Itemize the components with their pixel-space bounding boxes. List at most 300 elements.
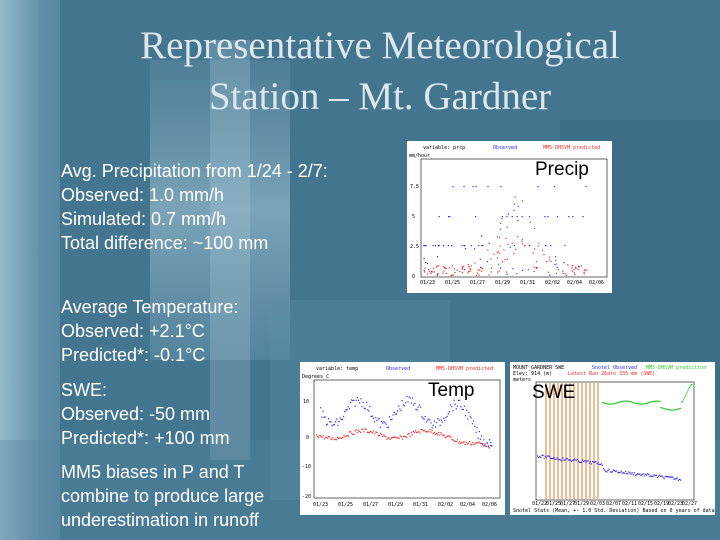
precip-predicted-point bbox=[522, 243, 523, 244]
temp-predicted-point bbox=[479, 442, 480, 443]
precip-predicted-point bbox=[499, 237, 500, 238]
swe-observed-point bbox=[640, 475, 641, 476]
temp-y-tick: 10 bbox=[303, 399, 310, 405]
precip-observed-point bbox=[578, 266, 579, 267]
swe-observed-point bbox=[615, 471, 616, 472]
precip-predicted-point bbox=[493, 254, 494, 255]
temp-predicted-point bbox=[375, 432, 376, 433]
temp-observed-point bbox=[333, 424, 334, 425]
swe-observed-point bbox=[602, 465, 603, 466]
swe-x-tick: 01/27 bbox=[560, 501, 576, 507]
precip-predicted-point bbox=[467, 272, 468, 273]
precip-predicted-point bbox=[555, 260, 556, 261]
swe-observed-point bbox=[610, 471, 611, 472]
temperature-observed: Observed: +2.1°C bbox=[61, 321, 205, 341]
temp-predicted-point bbox=[329, 436, 330, 437]
precip-predicted-point bbox=[578, 269, 579, 270]
precip-observed-point bbox=[475, 216, 476, 217]
swe-observed-point bbox=[550, 458, 551, 459]
precip-observed-point bbox=[550, 245, 551, 246]
precip-predicted-point bbox=[491, 271, 492, 272]
precip-predicted-point bbox=[516, 273, 517, 274]
swe-observed-point bbox=[662, 477, 663, 478]
swe-observed-point bbox=[584, 460, 585, 461]
precip-observed-point bbox=[518, 206, 519, 207]
precip-observed-point bbox=[480, 267, 481, 268]
swe-x-tick: 02/07 bbox=[606, 501, 622, 507]
precip-observed-point bbox=[449, 216, 450, 217]
temp-predicted-point bbox=[489, 447, 490, 448]
swe-observed-point bbox=[669, 476, 670, 477]
temp-predicted-point bbox=[414, 432, 415, 433]
temp-predicted-point bbox=[338, 438, 339, 439]
temp-observed-point bbox=[490, 442, 491, 443]
temp-predicted-point bbox=[455, 441, 456, 442]
temp-observed-point bbox=[489, 439, 490, 440]
precip-predicted-point bbox=[574, 272, 575, 273]
swe-observed-point bbox=[554, 457, 555, 458]
temp-observed-point bbox=[386, 424, 387, 425]
swe-observed-point bbox=[559, 459, 560, 460]
temp-predicted-point bbox=[447, 436, 448, 437]
precip-predicted-point bbox=[515, 249, 516, 250]
swe-observed-point bbox=[609, 469, 610, 470]
precip-predicted-point bbox=[436, 266, 437, 267]
precip-predicted-point bbox=[542, 250, 543, 251]
temp-observed-point bbox=[375, 417, 376, 418]
swe-chart-label: SWE bbox=[532, 382, 576, 403]
temp-predicted-point bbox=[451, 439, 452, 440]
temperature-predicted: Predicted*: -0.1°C bbox=[61, 345, 206, 365]
precip-predicted-point bbox=[476, 275, 477, 276]
temp-predicted-point bbox=[378, 435, 379, 436]
temp-predicted-point bbox=[357, 432, 358, 433]
temp-predicted-point bbox=[350, 431, 351, 432]
temp-observed-point bbox=[381, 421, 382, 422]
temp-observed-point bbox=[426, 421, 427, 422]
temp-observed-point bbox=[418, 406, 419, 407]
temp-predicted-point bbox=[369, 432, 370, 433]
temp-observed-point bbox=[355, 406, 356, 407]
swe-observed-point bbox=[582, 460, 583, 461]
precip-observed-point bbox=[464, 245, 465, 246]
precip-observed-point bbox=[547, 216, 548, 217]
temp-y-unit: Degrees C bbox=[302, 374, 330, 380]
precip-observed-point bbox=[513, 268, 514, 269]
swe-predicted-point bbox=[688, 388, 689, 389]
precip-observed-point bbox=[572, 216, 573, 217]
swe-observed-point bbox=[632, 472, 633, 473]
temp-predicted-point bbox=[323, 435, 324, 436]
precip-observed-point bbox=[435, 245, 436, 246]
temp-predicted-point bbox=[390, 439, 391, 440]
swe-x-tick: 02/27 bbox=[682, 501, 698, 507]
precip-predicted-point bbox=[497, 257, 498, 258]
precip-observed-point bbox=[510, 247, 511, 248]
precip-predicted-point bbox=[479, 275, 480, 276]
swe-observed-point bbox=[678, 480, 679, 481]
temp-predicted-point bbox=[406, 437, 407, 438]
swe-observed-point bbox=[588, 460, 589, 461]
precip-predicted-point bbox=[457, 270, 458, 271]
swe-observed-point bbox=[654, 474, 655, 475]
temp-observed-point bbox=[359, 402, 360, 403]
temp-predicted-point bbox=[484, 445, 485, 446]
temp-observed-point bbox=[455, 404, 456, 405]
temp-observed-point bbox=[389, 416, 390, 417]
precip-chart-label: Precip bbox=[535, 159, 589, 180]
temp-observed-point bbox=[376, 420, 377, 421]
temp-observed-point bbox=[481, 436, 482, 437]
precip-predicted-point bbox=[474, 263, 475, 264]
precip-x-tick: 01/23 bbox=[420, 280, 436, 286]
swe-observed-point bbox=[618, 472, 619, 473]
precip-observed-point bbox=[529, 245, 530, 246]
swe-observed-point bbox=[537, 455, 538, 456]
temp-predicted-point bbox=[470, 444, 471, 445]
temperature-summary bbox=[61, 295, 238, 367]
temp-observed-point bbox=[367, 409, 368, 410]
temp-predicted-point bbox=[416, 432, 417, 433]
temp-observed-point bbox=[449, 411, 450, 412]
temp-predicted-point bbox=[460, 443, 461, 444]
precip-predicted-point bbox=[521, 241, 522, 242]
swe-predicted-point bbox=[682, 400, 683, 401]
precip-predicted-point bbox=[424, 267, 425, 268]
temp-observed-point bbox=[487, 442, 488, 443]
temp-observed-point bbox=[472, 423, 473, 424]
temp-predicted-point bbox=[473, 444, 474, 445]
precip-predicted-point bbox=[506, 272, 507, 273]
precip-predicted-point bbox=[549, 260, 550, 261]
precip-predicted-point bbox=[572, 265, 573, 266]
swe-observed-point bbox=[572, 460, 573, 461]
temp-predicted-point bbox=[384, 436, 385, 437]
temp-predicted-point bbox=[385, 436, 386, 437]
swe-observed-point bbox=[538, 457, 539, 458]
precip-observed-point bbox=[464, 269, 465, 270]
precip-observed-legend: Observed bbox=[493, 145, 518, 151]
precip-x-tick: 01/29 bbox=[495, 280, 511, 286]
swe-observed-point bbox=[569, 459, 570, 460]
swe-observed-point bbox=[544, 458, 545, 459]
temp-predicted-point bbox=[374, 433, 375, 434]
temp-predicted-point bbox=[353, 434, 354, 435]
temp-predicted-point bbox=[407, 434, 408, 435]
temp-predicted-point bbox=[457, 439, 458, 440]
swe-observed-point bbox=[649, 476, 650, 477]
temp-predicted-point bbox=[363, 431, 364, 432]
precip-predicted-point bbox=[438, 273, 439, 274]
precip-predicted-point bbox=[507, 244, 508, 245]
temp-observed-point bbox=[486, 446, 487, 447]
temp-predicted-point bbox=[437, 434, 438, 435]
temp-observed-point bbox=[406, 396, 407, 397]
swe-observed-point bbox=[599, 464, 600, 465]
temp-observed-point bbox=[342, 419, 343, 420]
precip-predicted-point bbox=[469, 268, 470, 269]
temp-observed-point bbox=[414, 403, 415, 404]
swe-observed-point bbox=[636, 474, 637, 475]
temp-predicted-point bbox=[361, 428, 362, 429]
swe-observed-point bbox=[648, 474, 649, 475]
temp-observed-point bbox=[409, 396, 410, 397]
swe-station-label: MOUNT_GARDNER SWE bbox=[513, 365, 565, 371]
temp-predicted-point bbox=[335, 439, 336, 440]
temp-predicted-point bbox=[394, 437, 395, 438]
precip-observed-point bbox=[448, 216, 449, 217]
temp-predicted-point bbox=[427, 431, 428, 432]
precip-predicted-point bbox=[572, 271, 573, 272]
temp-predicted-point bbox=[419, 432, 420, 433]
swe-observed-point bbox=[541, 455, 542, 456]
swe-observed-point bbox=[560, 460, 561, 461]
precip-predicted-point bbox=[563, 273, 564, 274]
swe-observed-point bbox=[668, 476, 669, 477]
temp-predicted-point bbox=[433, 433, 434, 434]
temp-observed-point bbox=[329, 421, 330, 422]
temp-predicted-point bbox=[319, 435, 320, 436]
precip-observed-point bbox=[430, 273, 431, 274]
temp-observed-point bbox=[422, 418, 423, 419]
swe-observed-point bbox=[592, 461, 593, 462]
swe-observed-point bbox=[631, 474, 632, 475]
temp-predicted-point bbox=[458, 443, 459, 444]
temp-predicted-point bbox=[422, 429, 423, 430]
temp-predicted-point bbox=[428, 431, 429, 432]
temp-observed-point bbox=[442, 422, 443, 423]
temp-predicted-point bbox=[465, 444, 466, 445]
precip-observed-point bbox=[489, 243, 490, 244]
precip-observed-point bbox=[425, 262, 426, 263]
temp-observed-point bbox=[379, 418, 380, 419]
temp-observed-point bbox=[436, 422, 437, 423]
swe-observed-point bbox=[627, 473, 628, 474]
swe-observed-point bbox=[661, 475, 662, 476]
temp-observed-point bbox=[471, 417, 472, 418]
swe-chart bbox=[510, 362, 715, 515]
precip-observed-point bbox=[474, 248, 475, 249]
temp-observed-point bbox=[378, 418, 379, 419]
temp-observed-point bbox=[404, 405, 405, 406]
precip-predicted-point bbox=[522, 239, 523, 240]
precip-y-unit: mm/hour bbox=[409, 153, 431, 159]
swe-observed-point bbox=[595, 461, 596, 462]
precip-summary bbox=[61, 159, 328, 255]
swe-x-tick: 02/15 bbox=[638, 501, 654, 507]
precip-predicted-point bbox=[427, 274, 428, 275]
temp-observed-point bbox=[335, 421, 336, 422]
temp-observed-point bbox=[383, 421, 384, 422]
temp-predicted-point bbox=[410, 436, 411, 437]
temp-predicted-point bbox=[373, 430, 374, 431]
temp-observed-point bbox=[372, 416, 373, 417]
temp-predicted-point bbox=[430, 432, 431, 433]
precip-observed-point bbox=[512, 216, 513, 217]
temp-predicted-point bbox=[348, 436, 349, 437]
temp-observed-point bbox=[344, 411, 345, 412]
temp-predicted-point bbox=[423, 430, 424, 431]
temp-predicted-point bbox=[339, 437, 340, 438]
swe-predicted-point bbox=[659, 401, 660, 402]
precip-predicted-point bbox=[429, 271, 430, 272]
swe-observed-point bbox=[565, 460, 566, 461]
precip-observed-point bbox=[487, 261, 488, 262]
swe-predicted: Predicted*: +100 mm bbox=[61, 428, 230, 448]
temp-x-tick: 01/27 bbox=[363, 502, 379, 508]
swe-observed-point bbox=[622, 473, 623, 474]
precip-predicted-point bbox=[432, 271, 433, 272]
swe-observed-point bbox=[587, 460, 588, 461]
temp-predicted-point bbox=[320, 436, 321, 437]
temp-observed-point bbox=[420, 406, 421, 407]
precip-predicted-point bbox=[499, 270, 500, 271]
temp-predicted-point bbox=[452, 440, 453, 441]
precip-predicted-point bbox=[584, 273, 585, 274]
temp-predicted-point bbox=[429, 429, 430, 430]
temp-observed-point bbox=[384, 422, 385, 423]
temp-predicted-point bbox=[351, 433, 352, 434]
precip-predicted-point bbox=[459, 271, 460, 272]
swe-x-tick: 01/22 bbox=[532, 501, 548, 507]
temp-observed-point bbox=[424, 419, 425, 420]
temp-predicted-point bbox=[401, 436, 402, 437]
temp-predicted-point bbox=[368, 432, 369, 433]
temp-observed-point bbox=[412, 397, 413, 398]
swe-predicted-point bbox=[685, 395, 686, 396]
precip-x-tick: 02/02 bbox=[545, 280, 561, 286]
temp-predicted-point bbox=[445, 437, 446, 438]
precip-predicted-point bbox=[513, 253, 514, 254]
swe-observed-point bbox=[664, 478, 665, 479]
precip-predicted-point bbox=[491, 258, 492, 259]
temp-observed-point bbox=[470, 416, 471, 417]
precip-predicted-point bbox=[501, 218, 502, 219]
swe-observed-point bbox=[672, 477, 673, 478]
swe-observed-point bbox=[665, 476, 666, 477]
precip-observed-point bbox=[554, 186, 555, 187]
precip-predicted-point bbox=[499, 253, 500, 254]
temp-predicted-point bbox=[344, 435, 345, 436]
precip-observed-point bbox=[549, 275, 550, 276]
precip-observed-point bbox=[439, 216, 440, 217]
temp-observed-point bbox=[405, 402, 406, 403]
temp-observed-point bbox=[327, 424, 328, 425]
precip-observed-point bbox=[463, 186, 464, 187]
precip-predicted-point bbox=[586, 269, 587, 270]
temp-predicted-point bbox=[383, 434, 384, 435]
swe-observed-point bbox=[581, 462, 582, 463]
swe-predicted-point bbox=[691, 384, 692, 385]
temp-observed-point bbox=[387, 427, 388, 428]
temp-predicted-point bbox=[382, 436, 383, 437]
temp-observed-point bbox=[388, 427, 389, 428]
temp-observed-point bbox=[326, 424, 327, 425]
swe-observed-point bbox=[578, 461, 579, 462]
temp-observed-point bbox=[395, 413, 396, 414]
temp-predicted-point bbox=[472, 442, 473, 443]
precip-observed-point bbox=[482, 245, 483, 246]
temp-observed-point bbox=[343, 416, 344, 417]
temp-observed-point bbox=[429, 419, 430, 420]
swe-observed-point bbox=[616, 470, 617, 471]
swe-observed-point bbox=[646, 475, 647, 476]
precip-observed-point bbox=[502, 216, 503, 217]
temp-chart-label: Temp bbox=[428, 380, 475, 401]
swe-observed-point bbox=[666, 476, 667, 477]
temp-predicted-point bbox=[358, 430, 359, 431]
temp-observed-point bbox=[411, 402, 412, 403]
temp-observed-point bbox=[336, 418, 337, 419]
temp-observed-point bbox=[448, 413, 449, 414]
swe-observed-point bbox=[574, 459, 575, 460]
swe-observed-point bbox=[603, 468, 604, 469]
swe-observed-point bbox=[571, 461, 572, 462]
swe-x-tick: 02/23 bbox=[668, 501, 684, 507]
temp-observed-point bbox=[466, 410, 467, 411]
precip-predicted-point bbox=[462, 267, 463, 268]
precip-observed-point bbox=[448, 245, 449, 246]
precip-predicted-point bbox=[452, 265, 453, 266]
swe-observed-point bbox=[651, 476, 652, 477]
temp-observed-point bbox=[463, 409, 464, 410]
swe-observed-point bbox=[567, 458, 568, 459]
temp-predicted-point bbox=[324, 438, 325, 439]
temp-observed-point bbox=[456, 408, 457, 409]
swe-observed-point bbox=[667, 476, 668, 477]
temp-predicted-point bbox=[349, 431, 350, 432]
precip-predicted-point bbox=[451, 275, 452, 276]
precip-predicted-point bbox=[505, 238, 506, 239]
swe-observed-point bbox=[680, 480, 681, 481]
precip-predicted-point bbox=[470, 269, 471, 270]
swe-observed-point bbox=[620, 472, 621, 473]
temp-observed-point bbox=[475, 432, 476, 433]
swe-x-tick: 01/25 bbox=[546, 501, 562, 507]
precip-predicted-point bbox=[482, 268, 483, 269]
temp-predicted-point bbox=[424, 430, 425, 431]
temp-observed-point bbox=[363, 402, 364, 403]
precip-predicted-point bbox=[530, 222, 531, 223]
precip-observed-point bbox=[423, 245, 424, 246]
precip-predicted-point bbox=[573, 269, 574, 270]
temp-predicted-point bbox=[482, 443, 483, 444]
precip-predicted-point bbox=[517, 236, 518, 237]
swe-observed-point bbox=[583, 461, 584, 462]
temp-predicted-point bbox=[483, 445, 484, 446]
temp-observed-point bbox=[398, 405, 399, 406]
precip-observed-point bbox=[568, 216, 569, 217]
swe-observed-point bbox=[546, 457, 547, 458]
temp-predicted-point bbox=[417, 432, 418, 433]
swe-observed-point bbox=[625, 471, 626, 472]
temp-observed-point bbox=[421, 416, 422, 417]
swe-observed: Observed: -50 mm bbox=[61, 404, 211, 424]
temp-y-tick: 0 bbox=[306, 435, 310, 441]
temp-observed-point bbox=[447, 416, 448, 417]
temp-observed-point bbox=[450, 404, 451, 405]
temp-observed-point bbox=[484, 443, 485, 444]
temp-observed-point bbox=[482, 444, 483, 445]
swe-observed-point bbox=[539, 456, 540, 457]
temp-predicted-point bbox=[377, 432, 378, 433]
temp-y-tick: -10 bbox=[302, 464, 312, 470]
swe-observed-point bbox=[568, 459, 569, 460]
temp-predicted-point bbox=[466, 442, 467, 443]
precip-predicted-point bbox=[497, 236, 498, 237]
temp-observed-point bbox=[345, 409, 346, 410]
temp-observed-legend: Observed bbox=[386, 366, 411, 372]
